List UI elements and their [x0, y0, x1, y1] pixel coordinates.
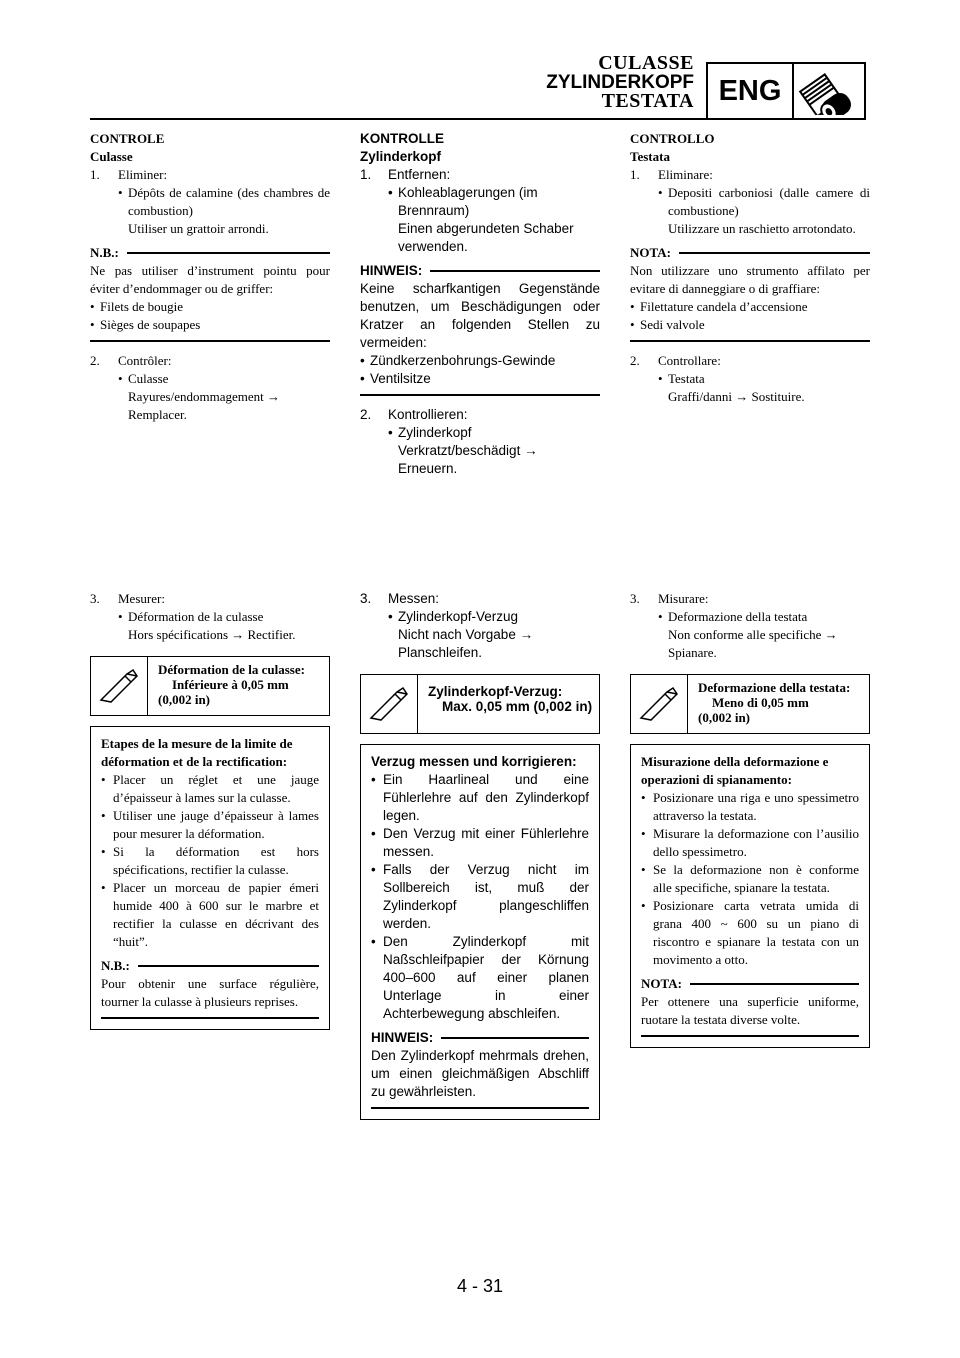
- spec-box-it: [630, 674, 870, 734]
- procedure-bullet-2-fr: • Utiliser une jauge d’épaisseur à lames pour mesurer la déformation.: [101, 807, 319, 843]
- note-bullet-2-it: • Sedi valvole: [630, 316, 870, 334]
- subheading-fr: Culasse: [90, 149, 133, 164]
- title-de: ZYLINDERKOPF: [546, 72, 694, 93]
- step-2-sub-fr: Rayures/endommagement → Remplacer.: [128, 389, 280, 422]
- procedure-box-fr: [90, 726, 330, 1030]
- procedure-bullet-4-it: • Posizionare carta vetrata umida di grana 400 ~ 600 su un piano di riscontro e spianare la testata con un movimento a otto.: [641, 897, 859, 969]
- step-1-sub-de: Einen abgerundeten Schaber verwenden.: [398, 221, 574, 254]
- page-number: 4 - 31: [456, 1276, 504, 1296]
- spec-text-fr: Déformation de la culasse: Inférieure à 0,05 mm (0,002 in): [158, 662, 305, 707]
- step-3-sub-it: Non conforme alle specifiche → Spianare.: [668, 627, 838, 660]
- procedure-note-end-fr: [101, 1017, 319, 1019]
- spec-text-de: Zylinderkopf-Verzug: Max. 0,05 mm (0,002 in): [428, 684, 593, 714]
- step-3-sub-de: Nicht nach Vorgabe → Planschleifen.: [398, 627, 534, 660]
- note-text-de: Keine scharfkantigen Gegenstände benutzen, um Beschädigungen oder Kratzer an folgenden Stellen zu vermeiden:: [360, 281, 600, 350]
- step-3-sub-fr: Hors spécifications → Rectifier.: [128, 627, 296, 642]
- procedure-title-it: Misurazione della deformazione e operazioni di spianamento:: [641, 754, 829, 787]
- note-end-rule-fr: [90, 340, 330, 342]
- step-1-bullet-fr: • Dépôts de calamine (des chambres de combustion): [90, 184, 330, 220]
- engine-cylinder-icon: [794, 64, 864, 118]
- column-de-bottom: [360, 590, 600, 1120]
- note-bullet-2-fr: • Sièges de soupapes: [90, 316, 330, 334]
- procedure-bullet-4-de: • Den Zylinderkopf mit Naßschleifpapier der Körnung 400–600 auf einer planen Unterlage in einer Achterbewegung abschleifen.: [371, 933, 589, 1023]
- note-label-de: HINWEIS:: [360, 262, 600, 280]
- spec-box-fr: [90, 656, 330, 716]
- heading-it: CONTROLLO: [630, 131, 715, 146]
- title-it: TESTATA: [601, 90, 694, 112]
- note-bullet-2-de: • Ventilsitze: [360, 370, 600, 388]
- procedure-bullet-2-de: • Den Verzug mit einer Fühlerlehre messen.: [371, 825, 589, 861]
- subheading-de: Zylinderkopf: [360, 149, 442, 164]
- step-3-bullet-de: • Zylinderkopf-Verzug: [360, 608, 600, 626]
- step-2-bullet-it: • Testata: [630, 370, 870, 388]
- step-1-fr: 1. Eliminer:: [90, 167, 168, 182]
- procedure-note-end-it: [641, 1035, 859, 1037]
- step-1-sub-fr: Utiliser un grattoir arrondi.: [128, 221, 269, 236]
- procedure-bullet-1-de: • Ein Haarlineal und eine Fühlerlehre auf den Zylinderkopf legen.: [371, 771, 589, 825]
- procedure-note-text-de: Den Zylinderkopf mehrmals drehen, um einen gleichmäßigen Abschliff zu gewährleisten.: [371, 1048, 589, 1099]
- step-2-it: 2. Controllare:: [630, 353, 721, 368]
- step-1-bullet-de: • Kohleablagerungen (im Brennraum): [360, 184, 600, 220]
- note-label-fr: N.B.:: [90, 244, 330, 262]
- note-label-it: NOTA:: [630, 244, 870, 262]
- procedure-bullet-2-it: • Misurare la deformazione con l’ausilio dello spessimetro.: [641, 825, 859, 861]
- column-it-bottom: [630, 590, 870, 1048]
- note-bullet-1-de: • Zündkerzenbohrungs-Gewinde: [360, 352, 600, 370]
- procedure-bullet-3-de: • Falls der Verzug nicht im Sollbereich ist, muß der Zylinderkopf plangeschliffen werden.: [371, 861, 589, 933]
- caliper-icon: [91, 657, 148, 715]
- spec-text-it: Deformazione della testata: Meno di 0,05 mm (0,002 in): [698, 680, 851, 725]
- column-fr-bottom: [90, 590, 330, 1030]
- note-text-fr: Ne pas utiliser d’instrument pointu pour éviter d’endommager ou de griffer:: [90, 263, 330, 296]
- step-3-fr: 3. Mesurer:: [90, 591, 165, 606]
- procedure-bullet-3-fr: • Si la déformation est hors spécifications, rectifier la culasse.: [101, 843, 319, 879]
- section-titles: [546, 54, 694, 111]
- step-3-bullet-fr: • Déformation de la culasse: [90, 608, 330, 626]
- column-fr-top: [90, 130, 330, 424]
- step-1-it: 1. Eliminare:: [630, 167, 713, 182]
- procedure-bullet-3-it: • Se la deformazione non è conforme alle specifiche, spianare la testata.: [641, 861, 859, 897]
- heading-fr: CONTROLE: [90, 131, 165, 146]
- procedure-bullet-1-fr: • Placer un réglet et une jauge d’épaisseur à lames sur la culasse.: [101, 771, 319, 807]
- step-2-sub-it: Graffi/danni → Sostituire.: [668, 389, 805, 404]
- step-2-fr: 2. Contrôler:: [90, 353, 172, 368]
- note-bullet-1-it: • Filettature candela d’accensione: [630, 298, 870, 316]
- step-1-bullet-it: • Depositi carboniosi (dalle camere di combustione): [630, 184, 870, 220]
- note-bullet-1-fr: • Filets de bougie: [90, 298, 330, 316]
- step-2-bullet-de: • Zylinderkopf: [360, 424, 600, 442]
- section-label: ENG: [708, 64, 794, 118]
- step-3-it: 3. Misurare:: [630, 591, 709, 606]
- procedure-box-de: [360, 744, 600, 1120]
- procedure-note-text-it: Per ottenere una superficie uniforme, ruotare la testata diverse volte.: [641, 994, 859, 1027]
- procedure-note-label-it: NOTA:: [641, 975, 859, 993]
- section-badge: [706, 62, 866, 120]
- heading-de: KONTROLLE: [360, 131, 444, 146]
- procedure-note-end-de: [371, 1107, 589, 1109]
- step-3-bullet-it: • Deformazione della testata: [630, 608, 870, 626]
- caliper-icon: [361, 675, 418, 733]
- column-it-top: [630, 130, 870, 406]
- procedure-note-text-fr: Pour obtenir une surface régulière, tourner la culasse à plusieurs reprises.: [101, 976, 319, 1009]
- procedure-note-label-fr: N.B.:: [101, 957, 319, 975]
- step-1-de: 1. Entfernen:: [360, 167, 451, 182]
- step-3-de: 3. Messen:: [360, 591, 440, 606]
- note-text-it: Non utilizzare uno strumento affilato per evitare di danneggiare o di graffiare:: [630, 263, 870, 296]
- procedure-title-fr: Etapes de la mesure de la limite de déformation et de la rectification:: [101, 736, 293, 769]
- column-de-top: [360, 130, 600, 478]
- note-end-rule-de: [360, 394, 600, 396]
- procedure-bullet-1-it: • Posizionare una riga e uno spessimetro attraverso la testata.: [641, 789, 859, 825]
- procedure-box-it: [630, 744, 870, 1048]
- procedure-title-de: Verzug messen und korrigieren:: [371, 754, 577, 769]
- step-1-sub-it: Utilizzare un raschietto arrotondato.: [668, 221, 856, 236]
- procedure-note-label-de: HINWEIS:: [371, 1029, 589, 1047]
- spec-box-de: [360, 674, 600, 734]
- step-2-bullet-fr: • Culasse: [90, 370, 330, 388]
- header-rule: [90, 118, 708, 120]
- procedure-bullet-4-fr: • Placer un morceau de papier émeri humide 400 à 600 sur le marbre et rectifier la culasse en décrivant des “huit”.: [101, 879, 319, 951]
- note-end-rule-it: [630, 340, 870, 342]
- step-2-sub-de: Verkratzt/beschädigt → Erneuern.: [398, 443, 538, 476]
- step-2-de: 2. Kontrollieren:: [360, 407, 468, 422]
- subheading-it: Testata: [630, 149, 670, 164]
- title-fr: CULASSE: [598, 52, 694, 74]
- caliper-icon: [631, 675, 688, 733]
